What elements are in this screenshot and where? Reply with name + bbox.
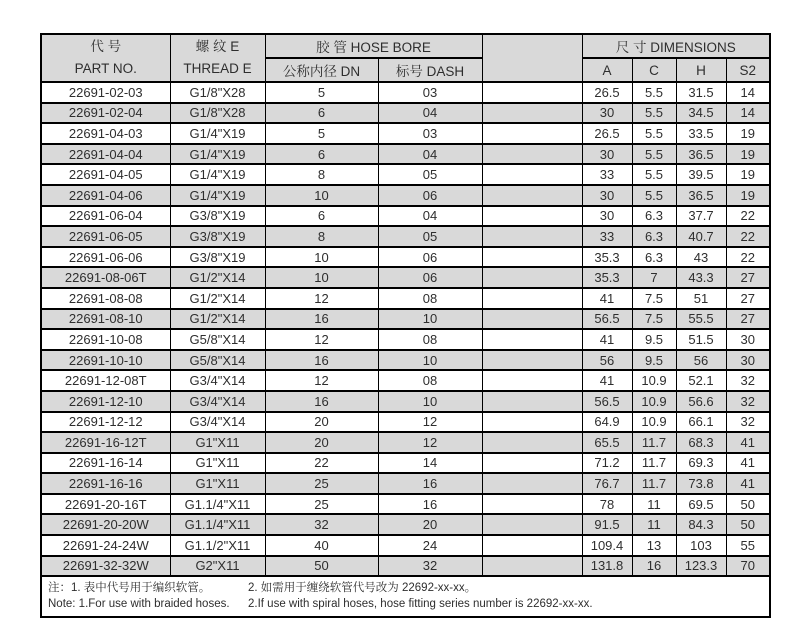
table-cell: 10 <box>378 391 482 412</box>
table-cell: 6 <box>265 103 378 124</box>
note-line-cn <box>48 580 763 596</box>
table-cell: 36.5 <box>676 185 726 206</box>
table-cell: 35.3 <box>582 247 632 268</box>
table-cell: 22691-20-16T <box>41 494 170 515</box>
table-cell: G3/8"X19 <box>170 226 265 247</box>
table-cell: G1"X11 <box>170 432 265 453</box>
table-cell: 10.9 <box>632 370 676 391</box>
table-cell: 5 <box>265 123 378 144</box>
table-cell: 12 <box>378 412 482 433</box>
table-cell: 22691-04-04 <box>41 144 170 165</box>
table-cell: 7.5 <box>632 309 676 330</box>
table-cell: 40.7 <box>676 226 726 247</box>
table-cell: 6.3 <box>632 247 676 268</box>
table-cell: 32 <box>378 556 482 577</box>
table-cell: G1/4"X19 <box>170 164 265 185</box>
empty-cell <box>482 206 582 227</box>
table-cell: 41 <box>726 453 770 474</box>
table-cell: 08 <box>378 329 482 350</box>
table-cell: 04 <box>378 103 482 124</box>
col-header-thread-en: THREAD E <box>183 61 252 76</box>
table-cell: 56.5 <box>582 309 632 330</box>
table-cell: 6 <box>265 144 378 165</box>
empty-cell <box>482 514 582 535</box>
table-cell: 34.5 <box>676 103 726 124</box>
table-cell: 11 <box>632 514 676 535</box>
table-cell: 12 <box>378 432 482 453</box>
col-header-dn: 公称内径 DN <box>265 58 378 82</box>
table-cell: 5.5 <box>632 103 676 124</box>
table-row <box>41 144 770 165</box>
table-row <box>41 267 770 288</box>
table-cell: 91.5 <box>582 514 632 535</box>
table-row <box>41 494 770 515</box>
table-cell: 12 <box>265 329 378 350</box>
table-cell: G1/4"X19 <box>170 144 265 165</box>
table-cell: 22 <box>265 453 378 474</box>
table-cell: 03 <box>378 82 482 103</box>
table-cell: 9.5 <box>632 350 676 371</box>
table-row <box>41 350 770 371</box>
table-cell: 14 <box>378 453 482 474</box>
table-cell: 22691-20-20W <box>41 514 170 535</box>
table-cell: 35.3 <box>582 267 632 288</box>
table-cell: 22691-04-06 <box>41 185 170 206</box>
note-en-part1: Note: 1.For use with braided hoses. <box>48 598 230 611</box>
col-header-part-no-cn: 代 号 <box>90 39 122 54</box>
table-cell: 43.3 <box>676 267 726 288</box>
table-cell: 68.3 <box>676 432 726 453</box>
table-cell: 78 <box>582 494 632 515</box>
table-row <box>41 247 770 268</box>
table-cell: 56.6 <box>676 391 726 412</box>
empty-cell <box>482 329 582 350</box>
table-cell: 51 <box>676 288 726 309</box>
empty-cell <box>482 309 582 330</box>
empty-cell <box>482 144 582 165</box>
table-cell: 22691-08-06T <box>41 267 170 288</box>
table-cell: 22 <box>726 206 770 227</box>
table-cell: 27 <box>726 267 770 288</box>
col-header-part-no-en: PART NO. <box>74 61 137 76</box>
table-cell: 22691-16-14 <box>41 453 170 474</box>
table-cell: 05 <box>378 226 482 247</box>
table-cell: G1/8"X28 <box>170 103 265 124</box>
table-row <box>41 412 770 433</box>
table-cell: 51.5 <box>676 329 726 350</box>
table-cell: 5.5 <box>632 185 676 206</box>
table-cell: 22691-08-08 <box>41 288 170 309</box>
table-cell: 33 <box>582 226 632 247</box>
table-cell: 50 <box>726 494 770 515</box>
table-cell: 11.7 <box>632 432 676 453</box>
table-cell: 32 <box>726 370 770 391</box>
table-cell: 6 <box>265 206 378 227</box>
table-cell: 41 <box>726 473 770 494</box>
table-cell: 39.5 <box>676 164 726 185</box>
col-header-empty <box>482 34 582 82</box>
table-cell: 109.4 <box>582 535 632 556</box>
empty-cell <box>482 432 582 453</box>
table-cell: 10.9 <box>632 391 676 412</box>
table-cell: 24 <box>378 535 482 556</box>
table-cell: 7 <box>632 267 676 288</box>
table-cell: 12 <box>265 288 378 309</box>
table-cell: 16 <box>265 350 378 371</box>
table-cell: 06 <box>378 185 482 206</box>
table-cell: 41 <box>582 370 632 391</box>
table-cell: 41 <box>726 432 770 453</box>
table-cell: 13 <box>632 535 676 556</box>
table-cell: 37.7 <box>676 206 726 227</box>
col-header-dimensions: 尺 寸 DIMENSIONS <box>582 34 770 58</box>
table-cell: 33.5 <box>676 123 726 144</box>
table-cell: 04 <box>378 144 482 165</box>
table-cell: 56 <box>582 350 632 371</box>
table-cell: 25 <box>265 473 378 494</box>
empty-cell <box>482 226 582 247</box>
table-cell: 41 <box>582 288 632 309</box>
empty-cell <box>482 82 582 103</box>
col-header-thread-cn: 螺 纹 E <box>195 39 240 54</box>
empty-cell <box>482 412 582 433</box>
table-cell: 22691-12-10 <box>41 391 170 412</box>
table-cell: 22691-10-08 <box>41 329 170 350</box>
table-cell: 22691-10-10 <box>41 350 170 371</box>
table-cell: 19 <box>726 123 770 144</box>
table-cell: 55.5 <box>676 309 726 330</box>
table-cell: G2"X11 <box>170 556 265 577</box>
table-row <box>41 164 770 185</box>
table-cell: 40 <box>265 535 378 556</box>
table-cell: 30 <box>582 206 632 227</box>
table-cell: G1"X11 <box>170 473 265 494</box>
table-cell: 50 <box>726 514 770 535</box>
empty-cell <box>482 473 582 494</box>
table-cell: 66.1 <box>676 412 726 433</box>
table-cell: 32 <box>726 412 770 433</box>
table-body <box>41 82 770 576</box>
table-cell: 22691-02-03 <box>41 82 170 103</box>
table-cell: 03 <box>378 123 482 144</box>
table-cell: 32 <box>265 514 378 535</box>
table-cell: 5.5 <box>632 144 676 165</box>
table-cell: 22691-06-04 <box>41 206 170 227</box>
table-cell: 69.3 <box>676 453 726 474</box>
table-cell: 10 <box>265 185 378 206</box>
table-cell: 22691-12-08T <box>41 370 170 391</box>
table-row <box>41 453 770 474</box>
table-cell: 16 <box>265 309 378 330</box>
empty-cell <box>482 556 582 577</box>
table-cell: G3/8"X19 <box>170 206 265 227</box>
table-cell: 14 <box>726 82 770 103</box>
table-cell: G3/4"X14 <box>170 391 265 412</box>
table-cell: 56.5 <box>582 391 632 412</box>
table-row <box>41 432 770 453</box>
table-cell: 69.5 <box>676 494 726 515</box>
empty-cell <box>482 164 582 185</box>
table-cell: G1/2"X14 <box>170 267 265 288</box>
table-cell: 9.5 <box>632 329 676 350</box>
table-row <box>41 82 770 103</box>
table-cell: 11.7 <box>632 453 676 474</box>
table-row <box>41 473 770 494</box>
table-row <box>41 123 770 144</box>
empty-cell <box>482 247 582 268</box>
table-cell: 22 <box>726 226 770 247</box>
table-cell: 5.5 <box>632 164 676 185</box>
table-cell: 08 <box>378 370 482 391</box>
table-cell: 25 <box>265 494 378 515</box>
table-cell: 22 <box>726 247 770 268</box>
table-cell: 31.5 <box>676 82 726 103</box>
notes-cell <box>41 576 770 617</box>
table-cell: G5/8"X14 <box>170 329 265 350</box>
table-cell: 103 <box>676 535 726 556</box>
table-cell: 20 <box>378 514 482 535</box>
table-cell: 123.3 <box>676 556 726 577</box>
table-cell: G3/4"X14 <box>170 370 265 391</box>
hose-fitting-spec-table <box>40 33 771 618</box>
table-row <box>41 514 770 535</box>
note-cn-part1: 注：1. 表中代号用于编织软管。 <box>48 582 211 595</box>
table-row <box>41 288 770 309</box>
empty-cell <box>482 350 582 371</box>
table-cell: 22691-04-05 <box>41 164 170 185</box>
table-cell: 30 <box>582 103 632 124</box>
empty-cell <box>482 103 582 124</box>
table-cell: 30 <box>726 350 770 371</box>
table-cell: 22691-16-12T <box>41 432 170 453</box>
table-cell: 10 <box>378 350 482 371</box>
table-cell: 22691-06-05 <box>41 226 170 247</box>
col-header-dash: 标号 DASH <box>378 58 482 82</box>
table-cell: 6.3 <box>632 226 676 247</box>
table-cell: 10.9 <box>632 412 676 433</box>
table-cell: 30 <box>582 144 632 165</box>
table-cell: 5.5 <box>632 82 676 103</box>
table-cell: 43 <box>676 247 726 268</box>
table-cell: 76.7 <box>582 473 632 494</box>
empty-cell <box>482 123 582 144</box>
table-cell: 16 <box>632 556 676 577</box>
col-header-h: H <box>676 58 726 82</box>
empty-cell <box>482 535 582 556</box>
col-header-part-no <box>41 34 170 82</box>
table-cell: 7.5 <box>632 288 676 309</box>
table-row <box>41 391 770 412</box>
table-cell: 11.7 <box>632 473 676 494</box>
table-cell: 5.5 <box>632 123 676 144</box>
table-cell: 19 <box>726 185 770 206</box>
table-cell: 20 <box>265 412 378 433</box>
col-header-s2: S2 <box>726 58 770 82</box>
table-cell: 16 <box>265 391 378 412</box>
table-cell: 6.3 <box>632 206 676 227</box>
empty-cell <box>482 370 582 391</box>
table-cell: 22691-16-16 <box>41 473 170 494</box>
table-cell: 10 <box>265 267 378 288</box>
table-cell: 56 <box>676 350 726 371</box>
table-cell: G1/4"X19 <box>170 185 265 206</box>
table-cell: 22691-06-06 <box>41 247 170 268</box>
table-cell: 64.9 <box>582 412 632 433</box>
table-cell: G1/8"X28 <box>170 82 265 103</box>
table-cell: 19 <box>726 144 770 165</box>
table-cell: 06 <box>378 247 482 268</box>
table-header <box>41 34 770 82</box>
table-cell: 05 <box>378 164 482 185</box>
table-cell: 26.5 <box>582 82 632 103</box>
table-cell: 06 <box>378 267 482 288</box>
table-cell: 30 <box>726 329 770 350</box>
table-cell: G1.1/2"X11 <box>170 535 265 556</box>
table-cell: 16 <box>378 494 482 515</box>
table-cell: G3/8"X19 <box>170 247 265 268</box>
table-cell: 8 <box>265 164 378 185</box>
table-row <box>41 103 770 124</box>
table-cell: G1.1/4"X11 <box>170 514 265 535</box>
table-cell: 84.3 <box>676 514 726 535</box>
table-cell: 20 <box>265 432 378 453</box>
empty-cell <box>482 391 582 412</box>
table-cell: 30 <box>582 185 632 206</box>
table-cell: G1.1/4"X11 <box>170 494 265 515</box>
table-cell: 27 <box>726 309 770 330</box>
table-cell: 55 <box>726 535 770 556</box>
table-cell: 22691-02-04 <box>41 103 170 124</box>
table-cell: 8 <box>265 226 378 247</box>
table-cell: G1/4"X19 <box>170 123 265 144</box>
table-cell: 11 <box>632 494 676 515</box>
empty-cell <box>482 185 582 206</box>
table-row <box>41 556 770 577</box>
table-cell: G1/2"X14 <box>170 309 265 330</box>
table-cell: 04 <box>378 206 482 227</box>
table-cell: 10 <box>265 247 378 268</box>
table-cell: 50 <box>265 556 378 577</box>
note-en-part2: 2.If use with spiral hoses, hose fitting series number is 22692-xx-xx. <box>248 598 593 611</box>
table-row <box>41 370 770 391</box>
table-cell: 22691-04-03 <box>41 123 170 144</box>
notes-row <box>41 576 770 617</box>
table-row <box>41 309 770 330</box>
empty-cell <box>482 267 582 288</box>
table-cell: 22691-08-10 <box>41 309 170 330</box>
table-cell: 14 <box>726 103 770 124</box>
table-cell: 73.8 <box>676 473 726 494</box>
table-row <box>41 329 770 350</box>
note-cn-part2: 2. 如需用于缠绕软管代号改为 22692-xx-xx。 <box>248 582 477 595</box>
table-cell: 19 <box>726 164 770 185</box>
table-cell: 22691-24-24W <box>41 535 170 556</box>
table-cell: G3/4"X14 <box>170 412 265 433</box>
table-cell: 33 <box>582 164 632 185</box>
table-cell: 52.1 <box>676 370 726 391</box>
table-cell: 41 <box>582 329 632 350</box>
table-cell: 32 <box>726 391 770 412</box>
table-cell: G5/8"X14 <box>170 350 265 371</box>
table-cell: 08 <box>378 288 482 309</box>
table-cell: 16 <box>378 473 482 494</box>
col-header-hose-bore: 胶 管 HOSE BORE <box>265 34 482 58</box>
table-row <box>41 185 770 206</box>
table-row <box>41 535 770 556</box>
col-header-thread <box>170 34 265 82</box>
col-header-a: A <box>582 58 632 82</box>
empty-cell <box>482 494 582 515</box>
table-footer <box>41 576 770 617</box>
table-row <box>41 206 770 227</box>
table-cell: 27 <box>726 288 770 309</box>
table-cell: 5 <box>265 82 378 103</box>
col-header-c: C <box>632 58 676 82</box>
empty-cell <box>482 288 582 309</box>
table-cell: 131.8 <box>582 556 632 577</box>
table-cell: 71.2 <box>582 453 632 474</box>
table-row <box>41 226 770 247</box>
table-cell: 70 <box>726 556 770 577</box>
header-row-1 <box>41 34 770 58</box>
table-cell: 12 <box>265 370 378 391</box>
empty-cell <box>482 453 582 474</box>
table-cell: 10 <box>378 309 482 330</box>
table-cell: 22691-32-32W <box>41 556 170 577</box>
table-cell: 22691-12-12 <box>41 412 170 433</box>
table-cell: 36.5 <box>676 144 726 165</box>
table-cell: G1"X11 <box>170 453 265 474</box>
table-cell: 26.5 <box>582 123 632 144</box>
table-cell: G1/2"X14 <box>170 288 265 309</box>
table-cell: 65.5 <box>582 432 632 453</box>
note-line-en <box>48 596 763 612</box>
